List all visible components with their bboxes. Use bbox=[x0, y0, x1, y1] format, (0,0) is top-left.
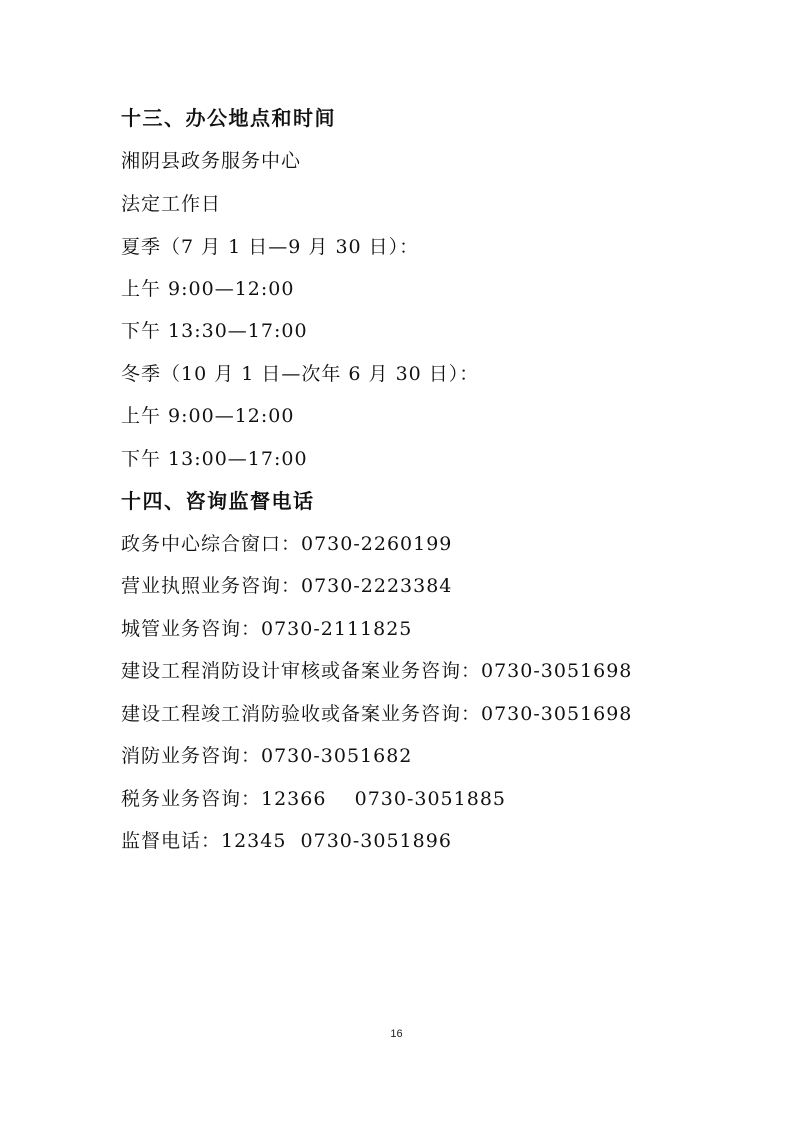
phone-fire-business: 消防业务咨询：0730-3051682 bbox=[121, 745, 413, 767]
phone-tax-business: 税务业务咨询：12366 0730-3051885 bbox=[121, 788, 506, 810]
phone-business-license: 营业执照业务咨询：0730-2223384 bbox=[121, 575, 453, 597]
section-14-heading: 十四、咨询监督电话 bbox=[121, 489, 315, 513]
winter-afternoon-hours: 下午 13:00—17:00 bbox=[121, 448, 308, 470]
page-number: 16 bbox=[390, 1028, 403, 1040]
legal-workdays: 法定工作日 bbox=[121, 193, 222, 215]
summer-morning-hours: 上午 9:00—12:00 bbox=[121, 278, 295, 300]
winter-morning-hours: 上午 9:00—12:00 bbox=[121, 405, 295, 427]
phone-fire-design-review: 建设工程消防设计审核或备案业务咨询：0730-3051698 bbox=[121, 660, 633, 682]
winter-season: 冬季（10 月 1 日—次年 6 月 30 日）： bbox=[121, 363, 480, 385]
summer-season: 夏季（7 月 1 日—9 月 30 日）： bbox=[121, 236, 420, 258]
phone-general-window: 政务中心综合窗口：0730-2260199 bbox=[121, 533, 453, 555]
phone-fire-acceptance: 建设工程竣工消防验收或备案业务咨询：0730-3051698 bbox=[121, 703, 633, 725]
phone-urban-management: 城管业务咨询：0730-2111825 bbox=[121, 618, 413, 640]
summer-afternoon-hours: 下午 13:30—17:00 bbox=[121, 320, 308, 342]
section-13-heading: 十三、办公地点和时间 bbox=[121, 106, 336, 130]
phone-supervision: 监督电话：12345 0730-3051896 bbox=[121, 830, 452, 852]
office-location: 湘阴县政务服务中心 bbox=[121, 150, 302, 172]
